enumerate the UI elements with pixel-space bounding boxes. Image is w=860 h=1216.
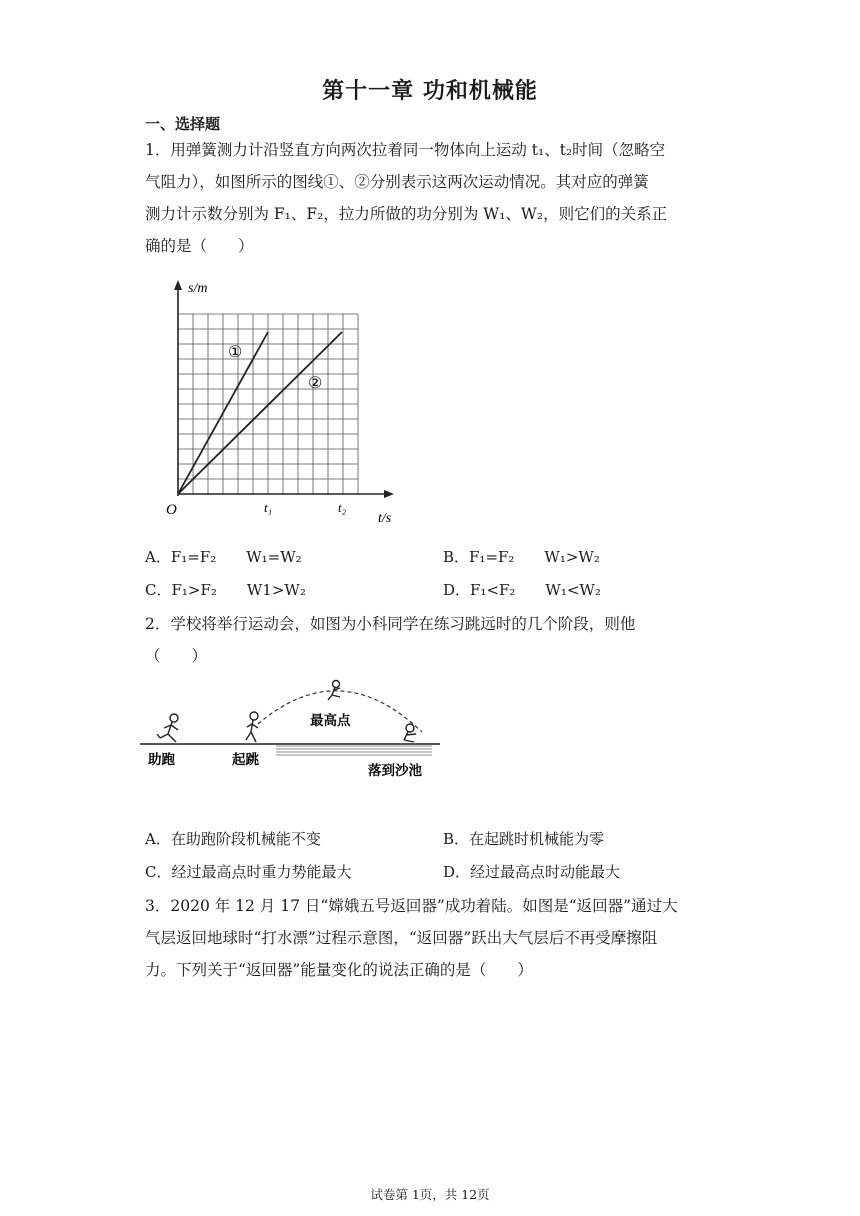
question-3-text <box>145 890 745 986</box>
q1-option-a[interactable]: A．F₁=F₂ W₁=W₂ <box>145 548 302 566</box>
q3-line-1: 3．2020 年 12 月 17 日“嫦娥五号返回器”成功着陆。如图是“返回器”通过大 <box>145 897 678 915</box>
question-1-text <box>145 134 745 262</box>
line-2 <box>178 332 342 494</box>
q2-option-c[interactable]: C．经过最高点时重力势能最大 <box>145 863 352 881</box>
q1-option-d[interactable]: D．F₁<F₂ W₁<W₂ <box>443 581 601 599</box>
q2-line-1: 2．学校将举行运动会，如图为小科同学在练习跳远时的几个阶段，则他 <box>145 615 636 633</box>
sand-pit <box>276 744 432 756</box>
long-jump-figure <box>140 676 440 788</box>
label-jump: 起跳 <box>232 752 259 767</box>
line-1-label: ① <box>228 344 243 361</box>
s-t-graph <box>160 278 400 523</box>
q3-line-3: 力。下列关于“返回器”能量变化的说法正确的是（ ） <box>145 961 533 979</box>
q1-line-3: 测力计示数分别为 F₁、F₂，拉力所做的功分别为 W₁、W₂，则它们的关系正 <box>145 205 668 223</box>
page-footer: 试卷第 1页，共 12页 <box>370 1187 490 1202</box>
x-axis-label: t/s <box>378 511 392 523</box>
origin-label: O <box>166 502 177 518</box>
label-land: 落到沙池 <box>368 763 422 778</box>
q2-option-d[interactable]: D．经过最高点时动能最大 <box>443 863 621 881</box>
question-2-text <box>145 608 745 672</box>
label-run: 助跑 <box>148 752 175 767</box>
y-axis-label: s/m <box>188 281 208 296</box>
q1-option-c[interactable]: C．F₁>F₂ W1>W₂ <box>145 581 306 599</box>
q2-option-b[interactable]: B．在起跳时机械能为零 <box>443 830 605 848</box>
q1-option-b[interactable]: B．F₁=F₂ W₁>W₂ <box>443 548 600 566</box>
label-peak: 最高点 <box>310 713 351 728</box>
t2-label: t₂ <box>338 500 347 515</box>
runner-figure <box>157 714 178 742</box>
q1-line-4: 确的是（ ） <box>145 237 254 255</box>
x-axis-arrow <box>384 490 394 498</box>
line-2-label: ② <box>308 375 323 392</box>
q1-line-1: 1．用弹簧测力计沿竖直方向两次拉着同一物体向上运动 t₁、t₂时间（忽略空 <box>145 141 666 159</box>
section-heading: 一、选择题 <box>145 115 221 133</box>
q3-line-2: 气层返回地球时“打水漂”过程示意图，“返回器”跃出大气层后不再受摩擦阻 <box>145 929 658 947</box>
peak-figure <box>328 681 340 701</box>
q2-option-a[interactable]: A．在助跑阶段机械能不变 <box>145 830 321 848</box>
page-title: 第十一章 功和机械能 <box>322 79 538 104</box>
landing-figure <box>404 724 416 742</box>
takeoff-figure <box>246 712 258 742</box>
y-axis-arrow <box>174 280 182 290</box>
q1-line-2: 气阻力），如图所示的图线①、②分别表示这两次运动情况。其对应的弹簧 <box>145 173 649 191</box>
q2-line-2: （ ） <box>145 647 208 665</box>
t1-label: t₁ <box>264 500 273 515</box>
